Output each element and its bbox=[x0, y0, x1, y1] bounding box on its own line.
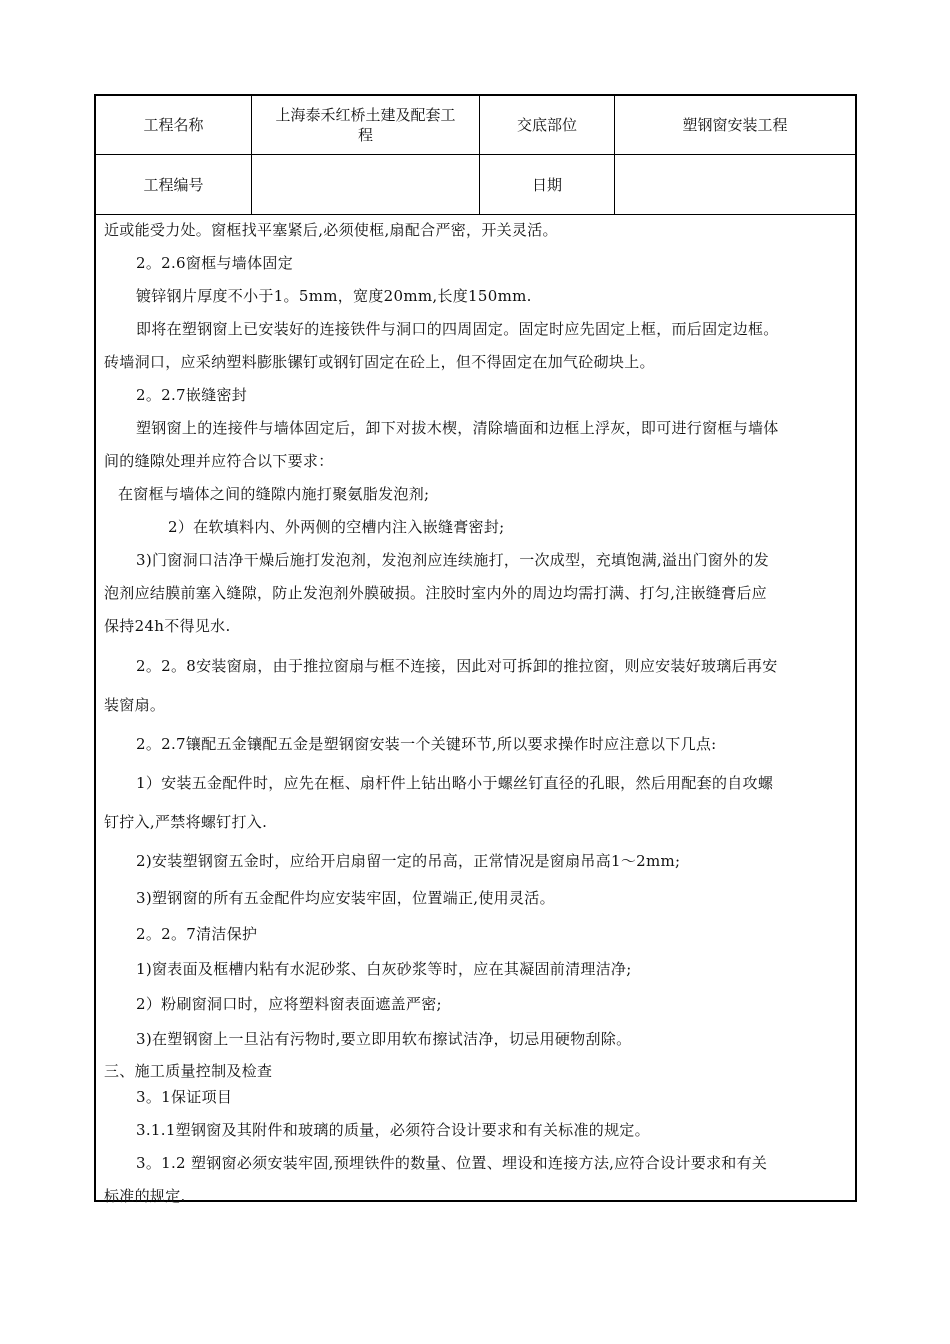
project-no-value bbox=[252, 155, 479, 214]
section-heading: 3。1保证项目 bbox=[136, 1088, 233, 1106]
handover-part-label: 交底部位 bbox=[516, 116, 577, 134]
section-heading: 三、施工质量控制及检查 bbox=[104, 1062, 273, 1080]
text-line: 3.1.1塑钢窗及其附件和玻璃的质量，必须符合设计要求和有关标准的规定。 bbox=[136, 1121, 650, 1139]
handover-form bbox=[94, 94, 857, 1205]
text-line: 3)门窗洞口洁净干燥后施打发泡剂，发泡剂应连续施打，一次成型，充填饱满,溢出门窗外的发 bbox=[136, 551, 770, 569]
text-line: 装窗扇。 bbox=[104, 696, 166, 714]
date-label: 日期 bbox=[531, 175, 562, 194]
text-line: 1)窗表面及框槽内粘有水泥砂浆、白灰砂浆等时，应在其凝固前清理洁净; bbox=[136, 960, 632, 978]
text-line: 间的缝隙处理并应符合以下要求： bbox=[104, 452, 334, 470]
project-name-value bbox=[252, 96, 479, 154]
text-line: 即将在塑钢窗上已安装好的连接铁件与洞口的四周固定。固定时应先固定上框，而后固定边框。 bbox=[136, 320, 779, 338]
divider bbox=[96, 214, 855, 215]
text-line: 2）在软填料内、外两侧的空槽内注入嵌缝膏密封; bbox=[168, 518, 505, 536]
project-name-line1: 上海泰禾红桥土建及配套工 bbox=[275, 106, 456, 124]
text-line: 2）粉刷窗洞口时，应将塑料窗表面遮盖严密; bbox=[136, 995, 442, 1013]
text-line: 在窗框与墙体之间的缝隙内施打聚氨脂发泡剂; bbox=[118, 485, 430, 503]
text-line: 3)在塑钢窗上一旦沾有污物时,要立即用软布擦试洁净，切忌用硬物刮除。 bbox=[136, 1030, 632, 1048]
project-no-label: 工程编号 bbox=[143, 175, 204, 194]
date-value bbox=[615, 155, 855, 214]
text-line: 3)塑钢窗的所有五金配件均应安装牢固，位置端正,使用灵活。 bbox=[136, 889, 555, 907]
project-name-line2: 程 bbox=[357, 126, 373, 144]
project-name-label: 工程名称 bbox=[143, 116, 204, 134]
section-heading: 2。2.7嵌缝密封 bbox=[136, 386, 248, 404]
text-line: 1）安装五金配件时，应先在框、扇杆件上钻出略小于螺丝钉直径的孔眼，然后用配套的自攻螺 bbox=[136, 774, 774, 792]
text-line: 2)安装塑钢窗五金时，应给开启扇留一定的吊高，正常情况是窗扇吊高1～2mm; bbox=[136, 852, 681, 870]
text-line: 标准的规定. bbox=[104, 1187, 186, 1205]
text-line: 保持24h不得见水. bbox=[104, 617, 231, 635]
text-line: 泡剂应结膜前塞入缝隙，防止发泡剂外膜破损。注胶时室内外的周边均需打满、打匀,注嵌缝膏后应 bbox=[104, 584, 767, 602]
text-line: 2。2。8安装窗扇，由于推拉窗扇与框不连接，因此对可拆卸的推拉窗，则应安装好玻璃后再安 bbox=[136, 657, 778, 675]
text-line: 2。2.7镶配五金镶配五金是塑钢窗安装一个关键环节,所以要求操作时应注意以下几点: bbox=[136, 735, 717, 753]
text-line: 近或能受力处。窗框找平塞紧后,必须使框,扇配合严密，开关灵活。 bbox=[104, 221, 558, 239]
text-line: 塑钢窗上的连接件与墙体固定后，卸下对拔木楔，清除墙面和边框上浮灰，即可进行窗框与墙体 bbox=[136, 419, 779, 437]
text-line: 镀锌钢片厚度不小于1。5mm，宽度20mm,长度150mm. bbox=[136, 287, 532, 305]
form-header-table bbox=[96, 96, 855, 215]
handover-part-value: 塑钢窗安装工程 bbox=[682, 116, 788, 134]
section-heading: 2。2。7清洁保护 bbox=[136, 925, 258, 943]
text-line: 砖墙洞口，应采纳塑料膨胀镙钉或钢钉固定在砼上，但不得固定在加气砼砌块上。 bbox=[104, 353, 655, 371]
text-line: 钉拧入,严禁将螺钉打入. bbox=[104, 813, 268, 831]
text-line: 3。1.2 塑钢窗必须安装牢固,预埋铁件的数量、位置、埋设和连接方法,应符合设计要求和有关 bbox=[136, 1154, 768, 1172]
section-heading: 2。2.6窗框与墙体固定 bbox=[136, 254, 293, 272]
